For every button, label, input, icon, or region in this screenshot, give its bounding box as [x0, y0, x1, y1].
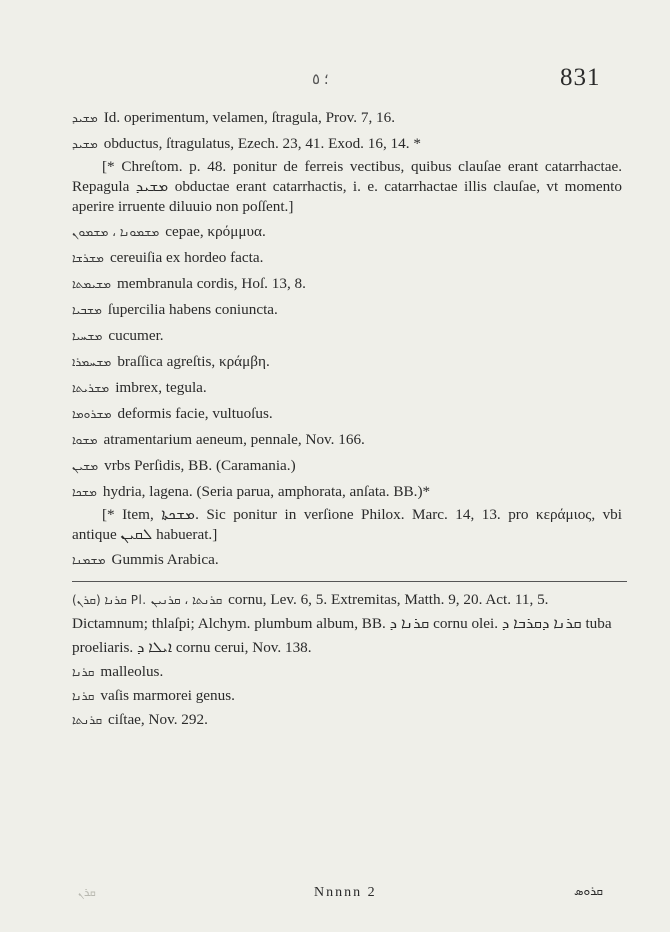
dictionary-entry	[72, 105, 622, 131]
entry-definition: vrbs Perſidis, BB. (Caramania.)	[104, 457, 296, 474]
syriac-headword: ܡܫܝܢ	[72, 459, 99, 473]
entry-definition: cornu, Lev. 6, 5. Extremitas, Matth. 9, 20. Act. 11, 5. Dictamnum; thlaſpi; Alchym. plumbum album, BB. ܩܪܢܐ ܕ cornu olei. ܩܪܢܐ ܕܩܪܒܐ ܕ tuba proeliaris. ܐܝܠܐ ܕ cornu cerui, Nov. 138.	[72, 591, 612, 656]
syriac-headword: ܡܫܝܡܬܐ	[72, 277, 111, 291]
entry-definition: deformis facie, vultuoſus.	[117, 405, 273, 422]
syriac-headword: ܡܫܚܝܐ	[72, 329, 103, 343]
entry-definition: Gummis Arabica.	[111, 551, 219, 568]
syriac-headword: ܡܫܝܕ	[72, 111, 98, 125]
dictionary-entry	[72, 131, 622, 157]
entry-definition: Id. operimentum, velamen, ſtragula, Prov. 7, 16.	[103, 109, 396, 126]
dictionary-entry	[72, 245, 622, 271]
header-mark: ؛ ٥	[312, 72, 329, 88]
syriac-headword: ܩܪܢܬܐ	[72, 713, 103, 727]
entry-definition: imbrex, tegula.	[115, 379, 207, 396]
entry-definition: malleolus.	[100, 663, 164, 680]
entry-definition: cucumer.	[108, 327, 164, 344]
dictionary-entry	[72, 588, 622, 660]
entry-definition: cepae, κρόμμυα.	[165, 223, 266, 240]
entry-definition: hydria, lagena. (Seria parua, amphorata, anſata. BB.)*	[102, 483, 431, 500]
catchword: ܩܪܘܣ	[574, 884, 603, 898]
dictionary-entry	[72, 708, 622, 732]
note-text: [* Item, ܡܫܟܬܐ. Sic ponitur in verſione Philox. Marc. 14, 13. pro κεράμιος, vbi antique ܠܩܝܢ habuerat.]	[72, 506, 622, 543]
dictionary-entry	[72, 219, 622, 245]
dictionary-entry	[72, 684, 622, 708]
dictionary-entry	[72, 453, 622, 479]
dictionary-entry	[72, 660, 622, 684]
syriac-headword: ܡܫܚܡܪܐ	[72, 355, 112, 369]
dictionary-entry	[72, 479, 622, 505]
dictionary-entry	[72, 427, 622, 453]
syriac-headword: ܡܫܒܝܐ	[72, 303, 102, 317]
syriac-headword: ܡܫܟܐ	[72, 485, 97, 499]
editor-note	[72, 505, 622, 545]
entry-definition: ciſtae, Nov. 292.	[108, 711, 208, 728]
syriac-headword: ܩܪܢܐ	[72, 689, 95, 703]
syriac-headword: ܡܫܝܕ	[72, 137, 98, 151]
syriac-headword: ܡܫܪܫܐ	[72, 251, 104, 265]
section-divider	[72, 581, 627, 582]
syriac-headword: ܡܫܡܢܐ	[72, 553, 106, 567]
page-number: 831	[560, 64, 601, 91]
entries-column	[72, 105, 622, 732]
syriac-headword: ܡܫܘܐ	[72, 433, 98, 447]
signature-mark: Nnnnn 2	[314, 885, 377, 900]
entry-definition: membranula cordis, Hoſ. 13, 8.	[116, 275, 306, 292]
page-smudge: ܩܪܢ	[78, 886, 96, 899]
dictionary-entry	[72, 375, 622, 401]
entry-definition: atramentarium aeneum, pennale, Nov. 166.	[103, 431, 365, 448]
syriac-headword: ܩܪܢܐ	[72, 665, 95, 679]
dictionary-entry	[72, 297, 622, 323]
entry-definition: vaſis marmorei genus.	[100, 687, 235, 704]
entry-definition: ſupercilia habens coniuncta.	[107, 301, 278, 318]
syriac-headword: ܡܫܡܘܢܐ ، ܡܫܡܘܢ	[72, 225, 160, 239]
entry-definition: braſſica agreſtis, κράμβη.	[117, 353, 270, 370]
syriac-headword: ܡܫܪܘܡܐ	[72, 407, 112, 421]
dictionary-entry	[72, 401, 622, 427]
syriac-headword: (ܩܪܢ) ܩܪܢܐ Pl. ܩܪܢܬܐ ، ܩܪܢܝܢ	[72, 593, 223, 607]
dictionary-entry	[72, 271, 622, 297]
entries-bottom	[72, 588, 622, 732]
dictionary-entry	[72, 349, 622, 375]
entry-definition: obductus, ſtragulatus, Ezech. 23, 41. Exod. 16, 14. *	[103, 135, 421, 152]
dictionary-entry	[72, 547, 622, 573]
editor-note	[72, 157, 622, 217]
entries-top	[72, 105, 622, 573]
syriac-headword: ܡܫܪܝܬܐ	[72, 381, 110, 395]
entry-definition: cereuiſia ex hordeo facta.	[109, 249, 264, 266]
note-text: [* Chreſtom. p. 48. ponitur de ferreis vectibus, quibus clauſae erant catarrhactae. Repagula ܡܫܝܕ obductae erant catarrhactis, i. e. catarrhactae illis clauſae, vt momento aperire irruente diluuio non poſſent.]	[72, 158, 622, 215]
dictionary-entry	[72, 323, 622, 349]
